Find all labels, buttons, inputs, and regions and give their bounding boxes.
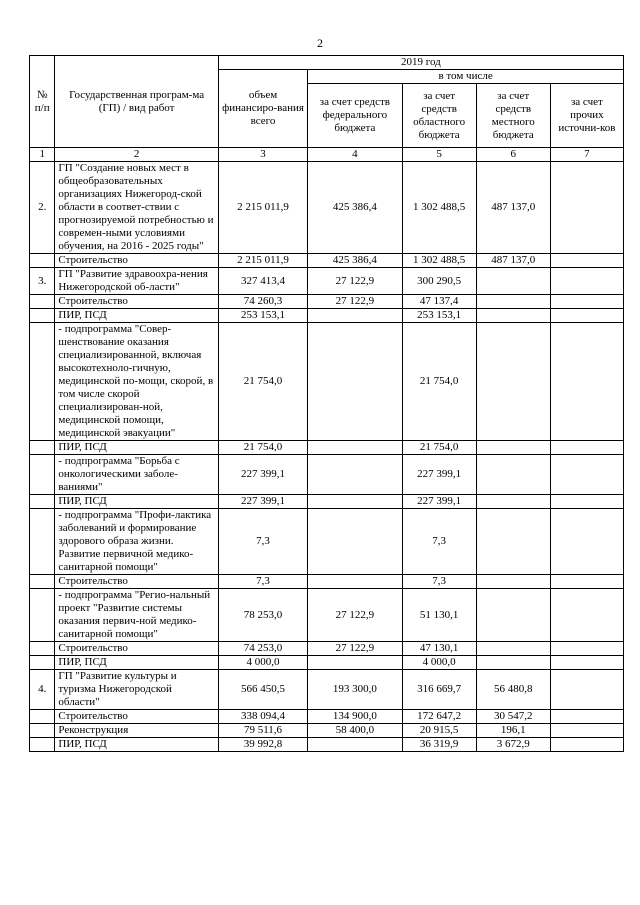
cell-local (476, 455, 550, 495)
table-row (30, 254, 624, 268)
table-row (30, 642, 624, 656)
header-year: 2019 год (218, 56, 623, 70)
cell-name: - подпрограмма "Профи-лактика заболеваний и формирование здорового образа жизни. Развитие первичной медико-санитарной помощи" (55, 509, 218, 575)
page-number: 2 (317, 36, 323, 50)
header-including: в том числе (308, 70, 624, 84)
table-row (30, 268, 624, 295)
cell-local: 56 480,8 (476, 670, 550, 710)
cell-name: ГП "Развитие культуры и туризма Нижегородской области" (55, 670, 218, 710)
table-row (30, 455, 624, 495)
cell-federal: 27 122,9 (308, 642, 402, 656)
table-row (30, 323, 624, 441)
cell-federal (308, 738, 402, 752)
cell-total: 566 450,5 (218, 670, 307, 710)
cell-other (550, 162, 623, 254)
cell-num (30, 441, 55, 455)
cell-total: 327 413,4 (218, 268, 307, 295)
cell-regional: 227 399,1 (402, 495, 476, 509)
cell-local (476, 323, 550, 441)
table-row (30, 589, 624, 642)
cell-regional: 51 130,1 (402, 589, 476, 642)
header-federal: за счет средств федерального бюджета (308, 84, 402, 148)
cell-name: - подпрограмма "Совер-шенствование оказания специализированной, включая высокотехноло-гичную, медицинской по-мощи, скорой, в том числе скорой специализирован-ной, медицинской помощи, медицинской эвакуации" (55, 323, 218, 441)
cell-name: - подпрограмма "Регио-нальный проект "Развитие системы оказания первич-ной медико-санитарной помощи" (55, 589, 218, 642)
header-total: объем финансиро-вания всего (218, 70, 307, 148)
column-number: 4 (308, 148, 402, 162)
cell-local (476, 441, 550, 455)
cell-total: 74 260,3 (218, 295, 307, 309)
cell-other (550, 575, 623, 589)
cell-regional: 47 130,1 (402, 642, 476, 656)
column-number: 3 (218, 148, 307, 162)
cell-regional: 1 302 488,5 (402, 254, 476, 268)
cell-regional: 7,3 (402, 509, 476, 575)
cell-federal (308, 495, 402, 509)
cell-regional: 21 754,0 (402, 441, 476, 455)
cell-other (550, 441, 623, 455)
cell-name: Строительство (55, 710, 218, 724)
cell-name: - подпрограмма "Борьба с онкологическими заболе-ваниями" (55, 455, 218, 495)
cell-other (550, 495, 623, 509)
cell-federal (308, 575, 402, 589)
cell-total: 253 153,1 (218, 309, 307, 323)
header-regional: за счет средств областного бюджета (402, 84, 476, 148)
cell-name: ГП "Создание новых мест в общеобразовательных организациях Нижегород-ской области в соответ-ствии с прогнозируемой потребностью и современ-ными условиями обучения, на 2016 - 2025 годы" (55, 162, 218, 254)
cell-name: Строительство (55, 642, 218, 656)
cell-other (550, 509, 623, 575)
cell-name: ПИР, ПСД (55, 656, 218, 670)
cell-local: 30 547,2 (476, 710, 550, 724)
cell-federal: 27 122,9 (308, 589, 402, 642)
cell-federal: 58 400,0 (308, 724, 402, 738)
cell-num (30, 656, 55, 670)
cell-other (550, 738, 623, 752)
cell-num (30, 724, 55, 738)
cell-num (30, 738, 55, 752)
cell-federal (308, 441, 402, 455)
cell-total: 21 754,0 (218, 323, 307, 441)
table-row (30, 710, 624, 724)
cell-num (30, 575, 55, 589)
cell-local (476, 642, 550, 656)
cell-local (476, 309, 550, 323)
table-row (30, 441, 624, 455)
cell-federal: 193 300,0 (308, 670, 402, 710)
cell-federal (308, 509, 402, 575)
cell-num (30, 495, 55, 509)
cell-regional: 36 319,9 (402, 738, 476, 752)
cell-local: 487 137,0 (476, 162, 550, 254)
column-number: 1 (30, 148, 55, 162)
header-local: за счет средств местного бюджета (476, 84, 550, 148)
cell-regional: 172 647,2 (402, 710, 476, 724)
cell-regional: 21 754,0 (402, 323, 476, 441)
cell-other (550, 323, 623, 441)
cell-other (550, 724, 623, 738)
cell-regional: 7,3 (402, 575, 476, 589)
cell-num (30, 710, 55, 724)
cell-local: 196,1 (476, 724, 550, 738)
cell-name: Строительство (55, 295, 218, 309)
cell-total: 2 215 011,9 (218, 254, 307, 268)
cell-federal: 27 122,9 (308, 268, 402, 295)
column-number: 2 (55, 148, 218, 162)
cell-total: 7,3 (218, 509, 307, 575)
cell-local (476, 295, 550, 309)
cell-federal (308, 656, 402, 670)
table-row (30, 670, 624, 710)
table-row (30, 162, 624, 254)
cell-name: ПИР, ПСД (55, 738, 218, 752)
cell-regional: 47 137,4 (402, 295, 476, 309)
cell-other (550, 268, 623, 295)
header-other: за счет прочих источни-ков (550, 84, 623, 148)
cell-other (550, 295, 623, 309)
header-num: № п/п (30, 56, 55, 148)
cell-total: 338 094,4 (218, 710, 307, 724)
cell-total: 227 399,1 (218, 455, 307, 495)
cell-num (30, 509, 55, 575)
cell-num (30, 309, 55, 323)
table-row (30, 495, 624, 509)
cell-other (550, 254, 623, 268)
cell-other (550, 656, 623, 670)
table-row (30, 656, 624, 670)
cell-federal: 134 900,0 (308, 710, 402, 724)
table-row (30, 575, 624, 589)
cell-local (476, 575, 550, 589)
cell-local (476, 509, 550, 575)
table-row (30, 738, 624, 752)
cell-regional: 227 399,1 (402, 455, 476, 495)
cell-regional: 4 000,0 (402, 656, 476, 670)
column-number: 7 (550, 148, 623, 162)
cell-federal: 425 386,4 (308, 162, 402, 254)
cell-total: 74 253,0 (218, 642, 307, 656)
cell-other (550, 309, 623, 323)
cell-num (30, 295, 55, 309)
cell-other (550, 589, 623, 642)
cell-name: ПИР, ПСД (55, 441, 218, 455)
cell-local (476, 589, 550, 642)
cell-regional: 1 302 488,5 (402, 162, 476, 254)
cell-num: 2. (30, 162, 55, 254)
cell-local (476, 268, 550, 295)
cell-name: Реконструкция (55, 724, 218, 738)
cell-local (476, 656, 550, 670)
cell-regional: 300 290,5 (402, 268, 476, 295)
cell-num: 3. (30, 268, 55, 295)
table-row (30, 295, 624, 309)
cell-num (30, 323, 55, 441)
cell-total: 4 000,0 (218, 656, 307, 670)
cell-regional: 316 669,7 (402, 670, 476, 710)
financing-table (29, 55, 624, 752)
cell-federal (308, 323, 402, 441)
table-body (30, 162, 624, 752)
cell-num (30, 455, 55, 495)
cell-total: 78 253,0 (218, 589, 307, 642)
cell-local: 3 672,9 (476, 738, 550, 752)
cell-total: 21 754,0 (218, 441, 307, 455)
cell-name: Строительство (55, 254, 218, 268)
cell-federal (308, 309, 402, 323)
cell-local: 487 137,0 (476, 254, 550, 268)
cell-regional: 20 915,5 (402, 724, 476, 738)
cell-num (30, 254, 55, 268)
cell-local (476, 495, 550, 509)
cell-total: 39 992,8 (218, 738, 307, 752)
cell-other (550, 642, 623, 656)
column-number: 5 (402, 148, 476, 162)
cell-other (550, 455, 623, 495)
cell-name: ПИР, ПСД (55, 309, 218, 323)
cell-federal: 27 122,9 (308, 295, 402, 309)
table-row (30, 724, 624, 738)
cell-federal (308, 455, 402, 495)
cell-num (30, 589, 55, 642)
cell-num (30, 642, 55, 656)
cell-name: ГП "Развитие здравоохра-нения Нижегородской об-ласти" (55, 268, 218, 295)
cell-name: ПИР, ПСД (55, 495, 218, 509)
cell-federal: 425 386,4 (308, 254, 402, 268)
cell-total: 7,3 (218, 575, 307, 589)
cell-name: Строительство (55, 575, 218, 589)
cell-other (550, 710, 623, 724)
cell-total: 227 399,1 (218, 495, 307, 509)
cell-other (550, 670, 623, 710)
column-number: 6 (476, 148, 550, 162)
cell-total: 79 511,6 (218, 724, 307, 738)
table-row (30, 509, 624, 575)
table-row (30, 309, 624, 323)
cell-regional: 253 153,1 (402, 309, 476, 323)
header-program: Государственная програм-ма (ГП) / вид работ (55, 56, 218, 148)
cell-total: 2 215 011,9 (218, 162, 307, 254)
cell-num: 4. (30, 670, 55, 710)
